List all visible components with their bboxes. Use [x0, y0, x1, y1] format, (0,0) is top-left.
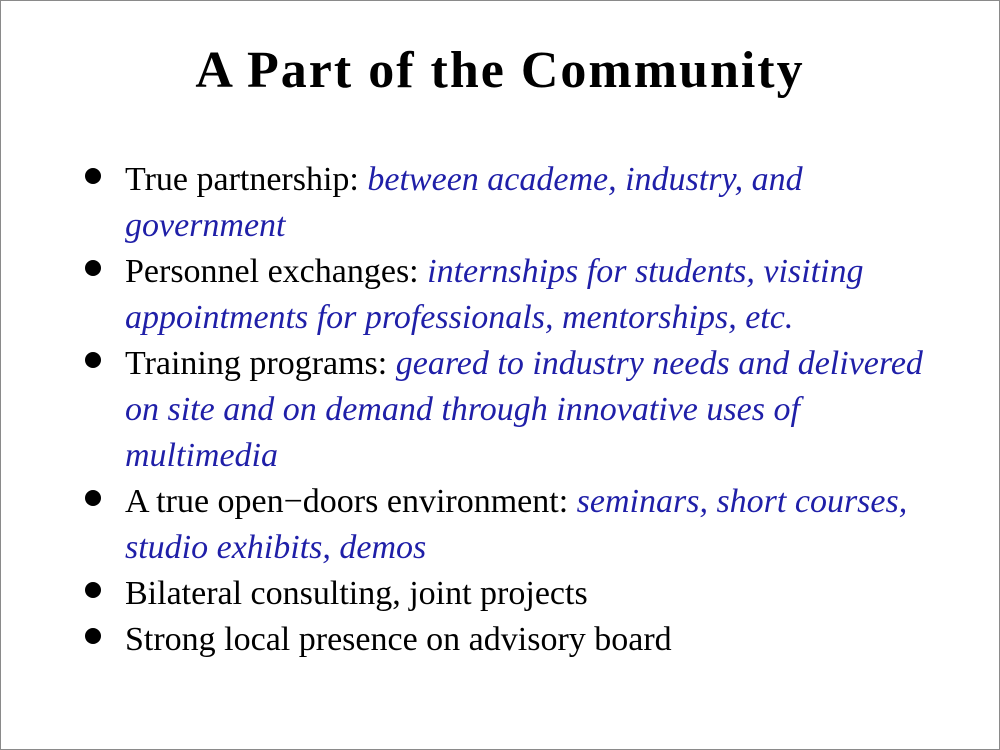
bullet-item: [79, 571, 959, 617]
bullet-dot-icon: [85, 352, 101, 368]
bullet-item: [79, 157, 959, 249]
bullet-item: [79, 249, 959, 341]
bullet-dot-icon: [85, 490, 101, 506]
bullet-lead-text: Strong local presence on advisory board: [125, 621, 672, 658]
bullet-detail-text: seminars, short courses, studio exhibits, demos: [125, 483, 908, 566]
bullet-dot-icon: [85, 168, 101, 184]
bullet-item: [79, 617, 959, 663]
bullet-lead-text: Personnel exchanges:: [125, 253, 428, 290]
bullet-lead-text: Bilateral consulting, joint projects: [125, 575, 588, 612]
bullet-detail-text: internships for students, visiting appointments for professionals, mentorships, etc.: [125, 253, 864, 336]
bullet-dot-icon: [85, 260, 101, 276]
bullet-item: [79, 479, 959, 571]
slide-title: A Part of the Community: [195, 42, 805, 99]
bullet-lead-text: A true open−doors environment:: [125, 483, 577, 520]
bullet-dot-icon: [85, 628, 101, 644]
bullet-lead-text: Training programs:: [125, 345, 396, 382]
bullet-detail-text: geared to industry needs and delivered on site and on demand through innovative uses of multimedia: [125, 345, 923, 474]
bullet-item: [79, 341, 959, 479]
bullet-detail-text: between academe, industry, and government: [125, 161, 803, 244]
bullet-list: [79, 157, 959, 663]
bullet-lead-text: True partnership:: [125, 161, 368, 198]
bullet-dot-icon: [85, 582, 101, 598]
